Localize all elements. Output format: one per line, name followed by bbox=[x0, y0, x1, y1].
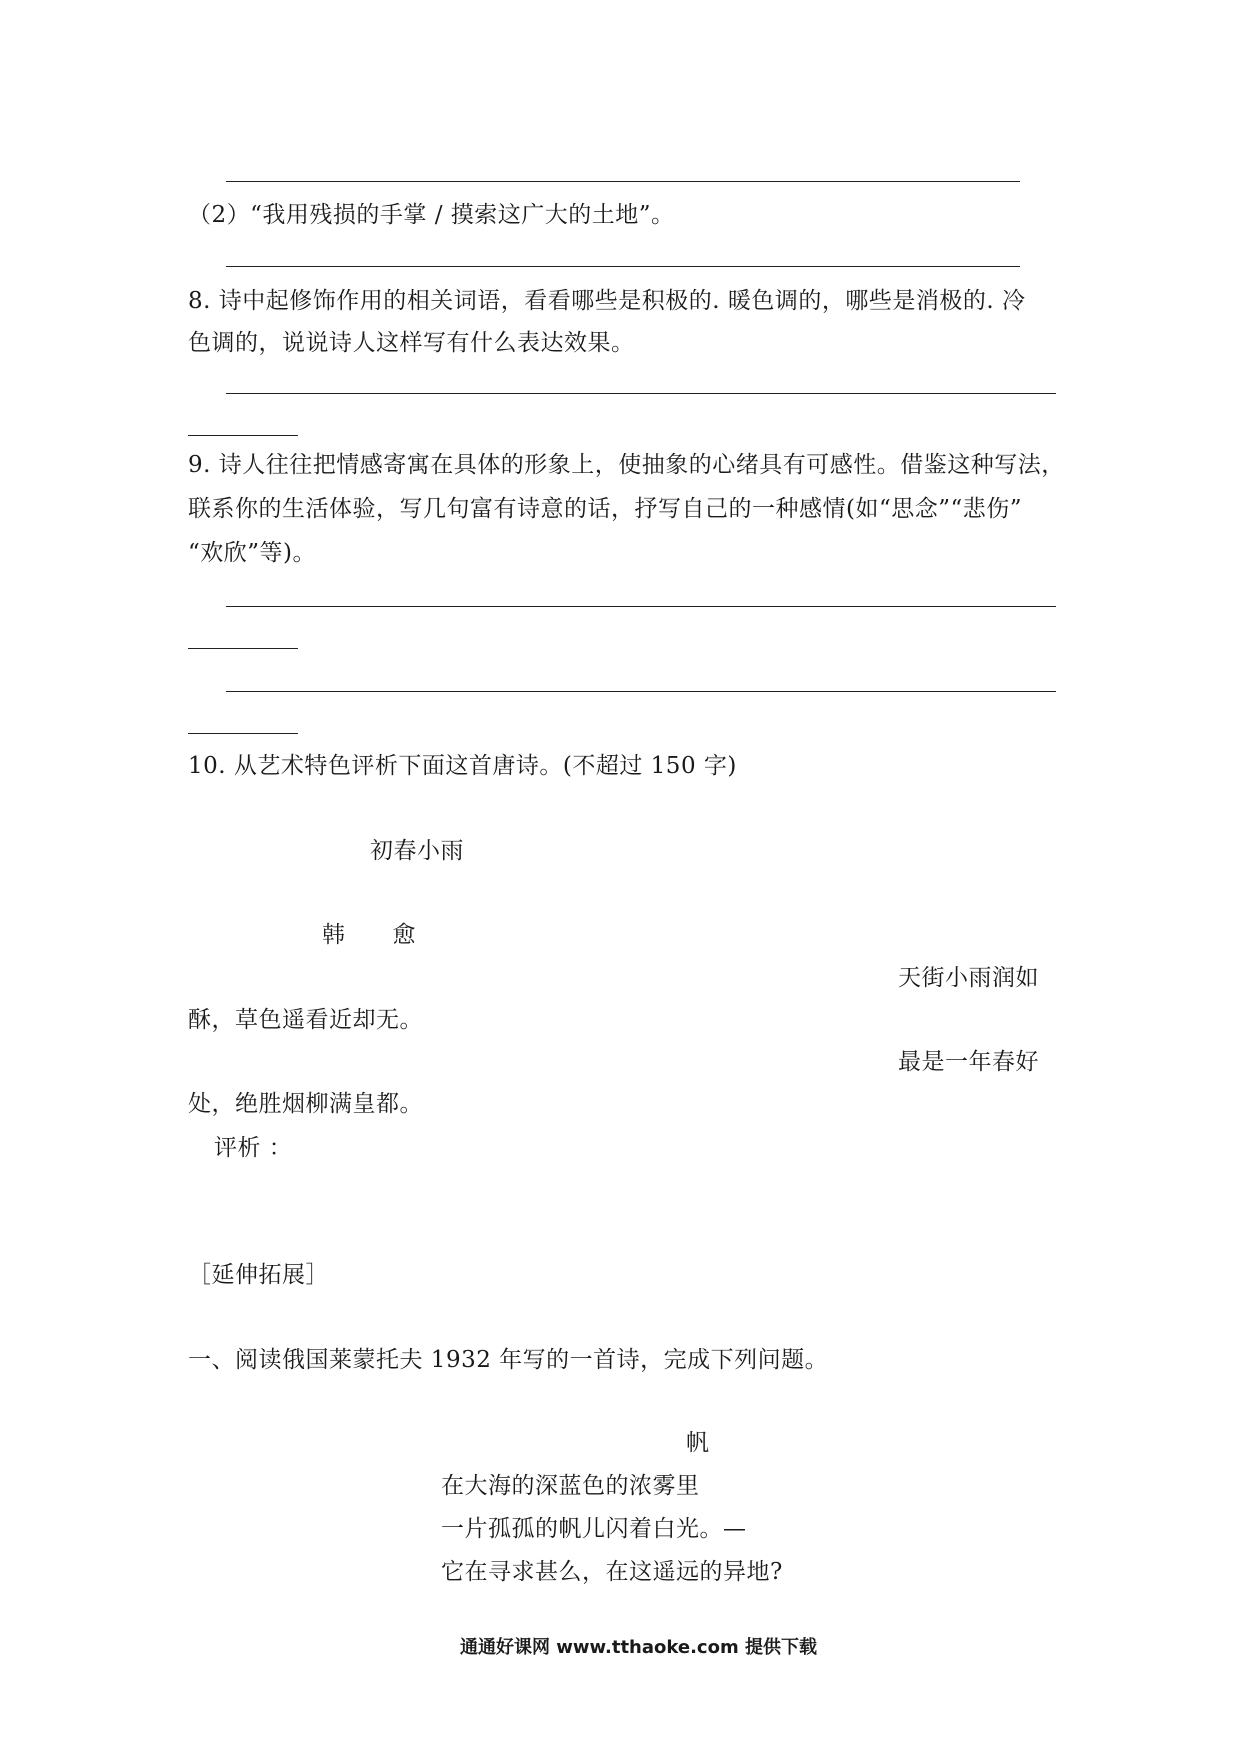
question-8-line-1: 8. 诗中起修饰作用的相关词语，看看哪些是积极的. 暖色调的，哪些是消极的. 冷 bbox=[188, 288, 1026, 314]
poem-line: 天街小雨润如 bbox=[898, 965, 1039, 991]
extension-heading: ［延伸拓展］ bbox=[188, 1262, 329, 1288]
answer-line bbox=[226, 266, 1020, 267]
answer-line bbox=[226, 691, 1056, 692]
answer-line-end bbox=[188, 435, 298, 436]
poem-title: 初春小雨 bbox=[370, 838, 464, 864]
question-10: 10. 从艺术特色评析下面这首唐诗。(不超过 150 字) bbox=[188, 753, 737, 779]
poem-line: 它在寻求甚么，在这遥远的异地? bbox=[441, 1559, 783, 1585]
poem-line: 处，绝胜烟柳满皇都。 bbox=[188, 1091, 423, 1117]
question-9-line-2: 联系你的生活体验，写几句富有诗意的话，抒写自己的一种感情(如“思念”“悲伤” bbox=[188, 496, 1023, 522]
poem-title: 帆 bbox=[686, 1430, 710, 1456]
answer-line-end bbox=[188, 648, 298, 649]
poem-line: 酥，草色遥看近却无。 bbox=[188, 1007, 423, 1033]
answer-line bbox=[226, 181, 1020, 182]
question-8-line-2: 色调的，说说诗人这样写有什么表达效果。 bbox=[188, 330, 635, 356]
question-9-line-3: “欢欣”等)。 bbox=[188, 540, 316, 566]
answer-line-end bbox=[188, 733, 298, 734]
question-9-line-1: 9. 诗人往往把情感寄寓在具体的形象上，使抽象的心绪具有可感性。借鉴这种写法， bbox=[188, 452, 1065, 478]
question-7-2: （2）“我用残损的手掌 / 摸索这广大的土地”。 bbox=[188, 202, 675, 228]
poem-line: 一片孤孤的帆儿闪着白光。— bbox=[441, 1516, 747, 1542]
poem-line: 最是一年春好 bbox=[898, 1049, 1039, 1075]
page-footer: 通通好课网 www.tthaoke.com 提供下载 bbox=[460, 1637, 817, 1658]
poem-line: 在大海的深蓝色的浓雾里 bbox=[441, 1473, 700, 1499]
answer-line bbox=[226, 393, 1056, 394]
analysis-label: 评析 ： bbox=[214, 1135, 293, 1161]
poem-author: 韩 愈 bbox=[322, 922, 416, 948]
section-one-instruction: 一、阅读俄国莱蒙托夫 1932 年写的一首诗，完成下列问题。 bbox=[188, 1347, 829, 1373]
answer-line bbox=[226, 606, 1056, 607]
